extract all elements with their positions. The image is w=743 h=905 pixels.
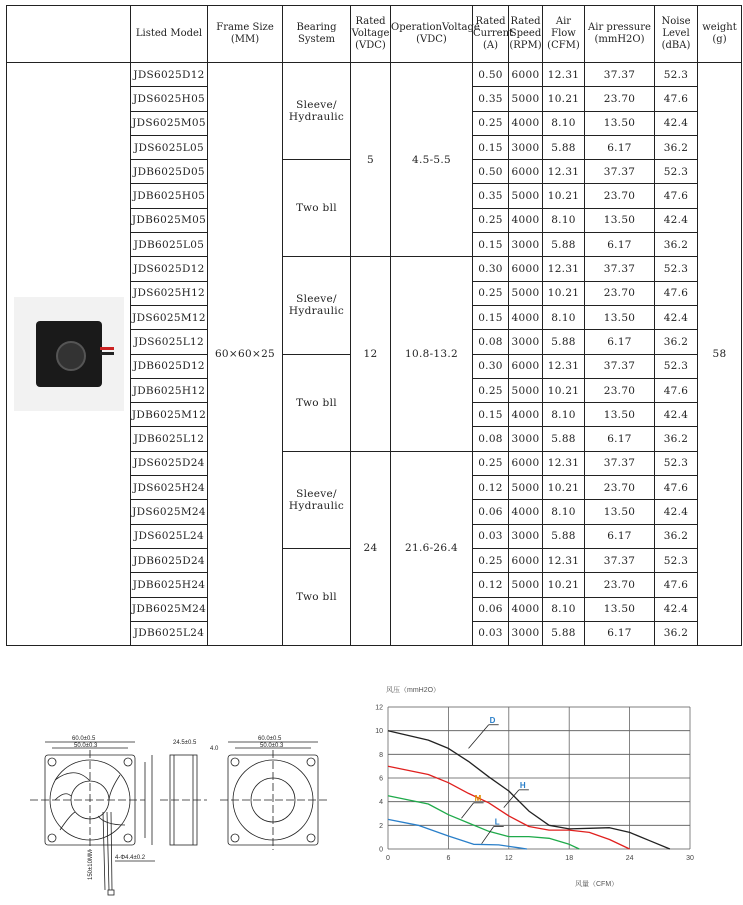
- current-cell: 0.25: [473, 378, 509, 402]
- curve-pointer: [461, 803, 473, 818]
- airflow-cell: 10.21: [543, 573, 585, 597]
- current-cell: 0.30: [473, 354, 509, 378]
- noise-cell: 52.3: [655, 451, 698, 475]
- noise-cell: 52.3: [655, 63, 698, 87]
- current-cell: 0.25: [473, 281, 509, 305]
- pressure-cell: 37.37: [585, 257, 655, 281]
- rated-voltage-cell: 12: [351, 257, 391, 451]
- pressure-cell: 6.17: [585, 621, 655, 645]
- speed-cell: 6000: [509, 548, 543, 572]
- noise-cell: 52.3: [655, 354, 698, 378]
- bearing-cell: Sleeve/ Hydraulic: [283, 63, 351, 160]
- airflow-cell: 8.10: [543, 500, 585, 524]
- column-header: weight (g): [698, 6, 742, 63]
- current-cell: 0.06: [473, 500, 509, 524]
- current-cell: 0.15: [473, 305, 509, 329]
- speed-cell: 5000: [509, 378, 543, 402]
- model-cell: JDB6025M05: [131, 208, 208, 232]
- back-view: [220, 736, 330, 850]
- current-cell: 0.03: [473, 524, 509, 548]
- airflow-cell: 10.21: [543, 87, 585, 111]
- current-cell: 0.12: [473, 573, 509, 597]
- side-view: [160, 740, 219, 845]
- weight-cell: 58: [698, 63, 742, 646]
- pq-curve-chart: [360, 680, 700, 900]
- speed-cell: 4000: [509, 111, 543, 135]
- current-cell: 0.15: [473, 403, 509, 427]
- noise-cell: 36.2: [655, 233, 698, 257]
- model-cell: JDS6025L05: [131, 135, 208, 159]
- noise-cell: 36.2: [655, 427, 698, 451]
- noise-cell: 47.6: [655, 184, 698, 208]
- pressure-cell: 37.37: [585, 451, 655, 475]
- model-cell: JDS6025L12: [131, 330, 208, 354]
- speed-cell: 3000: [509, 135, 543, 159]
- speed-cell: 5000: [509, 184, 543, 208]
- airflow-cell: 10.21: [543, 281, 585, 305]
- column-header: Listed Model: [131, 6, 208, 63]
- front-inner-dim: 50.0±0.3: [74, 743, 98, 749]
- current-cell: 0.15: [473, 233, 509, 257]
- speed-cell: 6000: [509, 451, 543, 475]
- pressure-cell: 13.50: [585, 403, 655, 427]
- model-cell: JDS6025M05: [131, 111, 208, 135]
- model-cell: JDB6025L12: [131, 427, 208, 451]
- model-cell: JDB6025D05: [131, 160, 208, 184]
- curve-label: D: [489, 715, 496, 725]
- model-cell: JDB6025L24: [131, 621, 208, 645]
- airflow-cell: 8.10: [543, 403, 585, 427]
- speed-cell: 3000: [509, 427, 543, 451]
- model-cell: JDS6025M24: [131, 500, 208, 524]
- speed-cell: 5000: [509, 476, 543, 500]
- bearing-cell: Two bll: [283, 160, 351, 257]
- current-cell: 0.08: [473, 330, 509, 354]
- front-outer-dim: 60.0±0.5: [72, 736, 96, 742]
- model-cell: JDB6025M12: [131, 403, 208, 427]
- front-view: [30, 736, 155, 895]
- noise-cell: 42.4: [655, 597, 698, 621]
- model-cell: JDB6025H12: [131, 378, 208, 402]
- speed-cell: 6000: [509, 63, 543, 87]
- pressure-cell: 6.17: [585, 524, 655, 548]
- model-cell: JDS6025L24: [131, 524, 208, 548]
- pressure-cell: 13.50: [585, 305, 655, 329]
- model-cell: JDB6025H05: [131, 184, 208, 208]
- noise-cell: 42.4: [655, 208, 698, 232]
- pressure-cell: 13.50: [585, 500, 655, 524]
- speed-cell: 6000: [509, 160, 543, 184]
- speed-cell: 3000: [509, 524, 543, 548]
- curve-D: [388, 731, 670, 849]
- noise-cell: 47.6: [655, 87, 698, 111]
- current-cell: 0.50: [473, 160, 509, 184]
- rated-voltage-cell: 24: [351, 451, 391, 645]
- noise-cell: 42.4: [655, 111, 698, 135]
- y-tick-label: 10: [375, 728, 383, 736]
- y-axis-label: 风压（mmH2O）: [386, 687, 441, 694]
- bearing-cell: Sleeve/ Hydraulic: [283, 451, 351, 548]
- column-header: Bearing System: [283, 6, 351, 63]
- airflow-cell: 8.10: [543, 305, 585, 329]
- x-tick-label: 24: [625, 855, 634, 862]
- y-tick-label: 0: [379, 846, 383, 854]
- spec-table: [6, 5, 742, 646]
- curve-label: L: [494, 817, 500, 827]
- airflow-cell: 5.88: [543, 427, 585, 451]
- pressure-cell: 6.17: [585, 233, 655, 257]
- airflow-cell: 12.31: [543, 160, 585, 184]
- airflow-cell: 5.88: [543, 330, 585, 354]
- pressure-cell: 37.37: [585, 354, 655, 378]
- airflow-cell: 5.88: [543, 524, 585, 548]
- y-tick-label: 8: [379, 751, 383, 759]
- pressure-cell: 6.17: [585, 135, 655, 159]
- bearing-cell: Two bll: [283, 548, 351, 645]
- x-tick-label: 12: [504, 855, 513, 862]
- model-cell: JDS6025H05: [131, 87, 208, 111]
- pressure-cell: 13.50: [585, 111, 655, 135]
- current-cell: 0.03: [473, 621, 509, 645]
- back-outer-dim: 60.0±0.5: [258, 736, 282, 742]
- fan-product-image: [14, 297, 124, 411]
- model-cell: JDB6025L05: [131, 233, 208, 257]
- y-tick-label: 12: [375, 704, 383, 712]
- column-header: Noise Level (dBA): [655, 6, 698, 63]
- curve-L: [388, 819, 527, 849]
- column-header: Rated Speed (RPM): [509, 6, 543, 63]
- noise-cell: 36.2: [655, 330, 698, 354]
- airflow-cell: 8.10: [543, 597, 585, 621]
- column-header: Air pressure (mmH2O): [585, 6, 655, 63]
- speed-cell: 3000: [509, 330, 543, 354]
- noise-cell: 36.2: [655, 524, 698, 548]
- operation-voltage-cell: 21.6-26.4: [391, 451, 473, 645]
- noise-cell: 47.6: [655, 476, 698, 500]
- airflow-cell: 10.21: [543, 184, 585, 208]
- side-flange-dim: 4.0: [210, 746, 219, 752]
- pressure-cell: 13.50: [585, 208, 655, 232]
- model-cell: JDB6025H24: [131, 573, 208, 597]
- noise-cell: 47.6: [655, 281, 698, 305]
- current-cell: 0.25: [473, 451, 509, 475]
- noise-cell: 52.3: [655, 548, 698, 572]
- speed-cell: 4000: [509, 208, 543, 232]
- curve-label: H: [519, 780, 526, 790]
- product-image-cell: [7, 63, 131, 646]
- column-header: OperationVoltage (VDC): [391, 6, 473, 63]
- current-cell: 0.06: [473, 597, 509, 621]
- current-cell: 0.35: [473, 184, 509, 208]
- airflow-cell: 8.10: [543, 111, 585, 135]
- y-tick-label: 4: [379, 799, 383, 807]
- speed-cell: 6000: [509, 257, 543, 281]
- current-cell: 0.25: [473, 111, 509, 135]
- rated-voltage-cell: 5: [351, 63, 391, 257]
- speed-cell: 5000: [509, 281, 543, 305]
- airflow-cell: 12.31: [543, 451, 585, 475]
- frame-size-cell: 60×60×25: [208, 63, 283, 646]
- x-tick-label: 0: [386, 855, 390, 862]
- pressure-cell: 37.37: [585, 548, 655, 572]
- airflow-cell: 10.21: [543, 378, 585, 402]
- y-tick-label: 6: [379, 775, 383, 783]
- pressure-cell: 23.70: [585, 378, 655, 402]
- current-cell: 0.25: [473, 208, 509, 232]
- x-tick-label: 18: [565, 855, 574, 862]
- noise-cell: 52.3: [655, 257, 698, 281]
- speed-cell: 6000: [509, 354, 543, 378]
- model-cell: JDS6025D12: [131, 63, 208, 87]
- noise-cell: 42.4: [655, 500, 698, 524]
- airflow-cell: 5.88: [543, 233, 585, 257]
- model-cell: JDS6025D24: [131, 451, 208, 475]
- x-tick-label: 6: [446, 855, 451, 862]
- model-cell: JDS6025H12: [131, 281, 208, 305]
- speed-cell: 3000: [509, 233, 543, 257]
- noise-cell: 47.6: [655, 378, 698, 402]
- column-header: Frame Size (MM): [208, 6, 283, 63]
- image-header: [7, 6, 131, 63]
- airflow-cell: 12.31: [543, 548, 585, 572]
- pressure-cell: 37.37: [585, 63, 655, 87]
- model-cell: JDB6025D12: [131, 354, 208, 378]
- pressure-cell: 23.70: [585, 573, 655, 597]
- column-header: Air Flow (CFM): [543, 6, 585, 63]
- model-cell: JDB6025D24: [131, 548, 208, 572]
- operation-voltage-cell: 10.8-13.2: [391, 257, 473, 451]
- pressure-cell: 6.17: [585, 330, 655, 354]
- side-depth-dim: 24.5±0.5: [173, 740, 197, 746]
- pressure-cell: 23.70: [585, 87, 655, 111]
- airflow-cell: 10.21: [543, 476, 585, 500]
- noise-cell: 52.3: [655, 160, 698, 184]
- speed-cell: 5000: [509, 87, 543, 111]
- current-cell: 0.50: [473, 63, 509, 87]
- lead-length-dim: 150±10MM: [88, 850, 94, 880]
- noise-cell: 42.4: [655, 305, 698, 329]
- curve-pointer: [469, 725, 489, 749]
- x-tick-label: 30: [686, 855, 694, 862]
- airflow-cell: 5.88: [543, 621, 585, 645]
- airflow-cell: 12.31: [543, 354, 585, 378]
- model-cell: JDS6025H24: [131, 476, 208, 500]
- pressure-cell: 23.70: [585, 281, 655, 305]
- pressure-cell: 23.70: [585, 476, 655, 500]
- y-tick-label: 2: [379, 822, 383, 830]
- speed-cell: 4000: [509, 305, 543, 329]
- fan-dimension-drawing: [30, 730, 340, 904]
- operation-voltage-cell: 4.5-5.5: [391, 63, 473, 257]
- airflow-cell: 12.31: [543, 63, 585, 87]
- pressure-cell: 23.70: [585, 184, 655, 208]
- bearing-cell: Sleeve/ Hydraulic: [283, 257, 351, 354]
- airflow-cell: 5.88: [543, 135, 585, 159]
- mounting-hole-dim: 4-Φ4.4±0.2: [115, 855, 146, 861]
- current-cell: 0.15: [473, 135, 509, 159]
- speed-cell: 4000: [509, 403, 543, 427]
- airflow-cell: 12.31: [543, 257, 585, 281]
- bearing-cell: Two bll: [283, 354, 351, 451]
- pressure-cell: 37.37: [585, 160, 655, 184]
- noise-cell: 47.6: [655, 573, 698, 597]
- pressure-cell: 13.50: [585, 597, 655, 621]
- speed-cell: 4000: [509, 500, 543, 524]
- speed-cell: 3000: [509, 621, 543, 645]
- noise-cell: 42.4: [655, 403, 698, 427]
- current-cell: 0.08: [473, 427, 509, 451]
- noise-cell: 36.2: [655, 621, 698, 645]
- column-header: Rated Current (A): [473, 6, 509, 63]
- airflow-cell: 8.10: [543, 208, 585, 232]
- table-row: [7, 63, 742, 87]
- model-cell: JDS6025M12: [131, 305, 208, 329]
- back-inner-dim: 50.0±0.3: [260, 743, 284, 749]
- model-cell: JDS6025D12: [131, 257, 208, 281]
- noise-cell: 36.2: [655, 135, 698, 159]
- column-header: Rated Voltage (VDC): [351, 6, 391, 63]
- model-cell: JDB6025M24: [131, 597, 208, 621]
- curve-label: M: [474, 793, 482, 803]
- current-cell: 0.30: [473, 257, 509, 281]
- speed-cell: 5000: [509, 573, 543, 597]
- current-cell: 0.12: [473, 476, 509, 500]
- pressure-cell: 6.17: [585, 427, 655, 451]
- current-cell: 0.25: [473, 548, 509, 572]
- current-cell: 0.35: [473, 87, 509, 111]
- speed-cell: 4000: [509, 597, 543, 621]
- x-axis-label: 风量（CFM）: [575, 881, 619, 888]
